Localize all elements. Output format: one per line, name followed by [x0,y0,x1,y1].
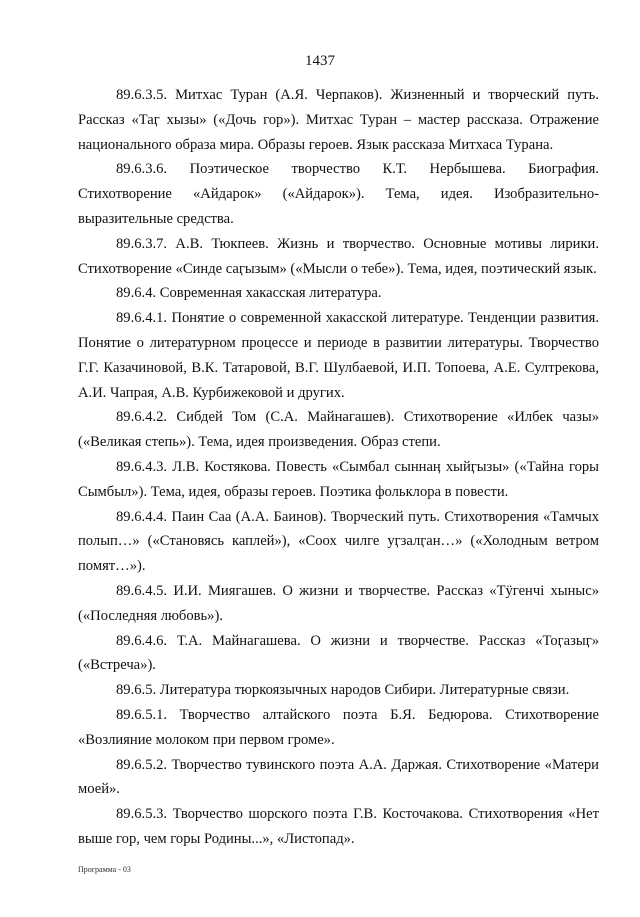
footer-note: Программа - 03 [78,865,131,874]
paragraph-89-6-3-6: 89.6.3.6. Поэтическое творчество К.Т. Нербышева. Биография. Стихотворение «Айдарок» («Айдарок»). Тема, идея. Изобразительно-выразительные средства. [78,161,599,227]
document-body [78,83,599,852]
paragraph-89-6-5-2: 89.6.5.2. Творчество тувинского поэта А.А. Даржая. Стихотворение «Матери моей». [78,756,599,798]
paragraph-89-6-4-5: 89.6.4.5. И.И. Миягашев. О жизни и творчестве. Рассказ «Тӱгенчі хыныс» («Последняя любовь»). [78,582,599,624]
paragraph-89-6-4-1: 89.6.4.1. Понятие о современной хакасской литературе. Тенденции развития. Понятие о литературном процессе и периоде в развитии литературы. Творчество Г.Г. Казачиновой, В.К. Татаровой, В.Г. Шулбаевой, И.П. Топоева, А.Е. Султрекова, А.И. Чапрая, А.В. Курбижековой и других. [78,310,599,401]
paragraph-89-6-4-4: 89.6.4.4. Паин Саа (А.А. Баинов). Творческий путь. Стихотворения «Тамчых полып…» («Становясь каплей»), «Соох чилге уӷзалӷан…» («Холодным ветром помят…»). [78,508,599,575]
page-number: 1437 [305,53,335,69]
paragraph-89-6-4-2: 89.6.4.2. Сибдей Том (С.А. Майнагашев). Стихотворение «Илбек чазы» («Великая степь»). Тема, идея произведения. Образ степи. [78,409,599,451]
paragraph-89-6-4: 89.6.4. Современная хакасская литература. [116,285,382,302]
paragraph-89-6-5-3: 89.6.5.3. Творчество шорского поэта Г.В. Косточакова. Стихотворения «Нет выше гор, чем горы Родины...», «Листопад». [78,806,599,847]
paragraph-89-6-4-6: 89.6.4.6. Т.А. Майнагашева. О жизни и творчестве. Рассказ «Тоӷазыӷ» («Встреча»). [78,632,599,674]
paragraph-89-6-5: 89.6.5. Литература тюркоязычных народов Сибири. Литературные связи. [116,682,570,699]
paragraph-89-6-4-3: 89.6.4.3. Л.В. Костякова. Повесть «Сымбал сыннаӊ хыйӷызы» («Тайна горы Сымбыл»). Тема, идея, образы героев. Поэтика фольклора в повести. [78,458,599,500]
paragraph-89-6-3-7: 89.6.3.7. А.В. Тюкпеев. Жизнь и творчество. Основные мотивы лирики. Стихотворение «Синде саӷызым» («Мысли о тебе»). Тема, идея, поэтический язык. [78,235,599,277]
paragraph-89-6-5-1: 89.6.5.1. Творчество алтайского поэта Б.Я. Бедюрова. Стихотворение «Возлияние молоком при первом громе». [78,706,599,748]
paragraph-89-6-3-5: 89.6.3.5. Митхас Туран (А.Я. Черпаков). Жизненный и творческий путь. Рассказ «Таӷ хызы» («Дочь гор»). Митхас Туран – мастер рассказа. Отражение национального образа мира. Образы героев. Язык рассказа Митхаса Турана. [78,87,599,153]
